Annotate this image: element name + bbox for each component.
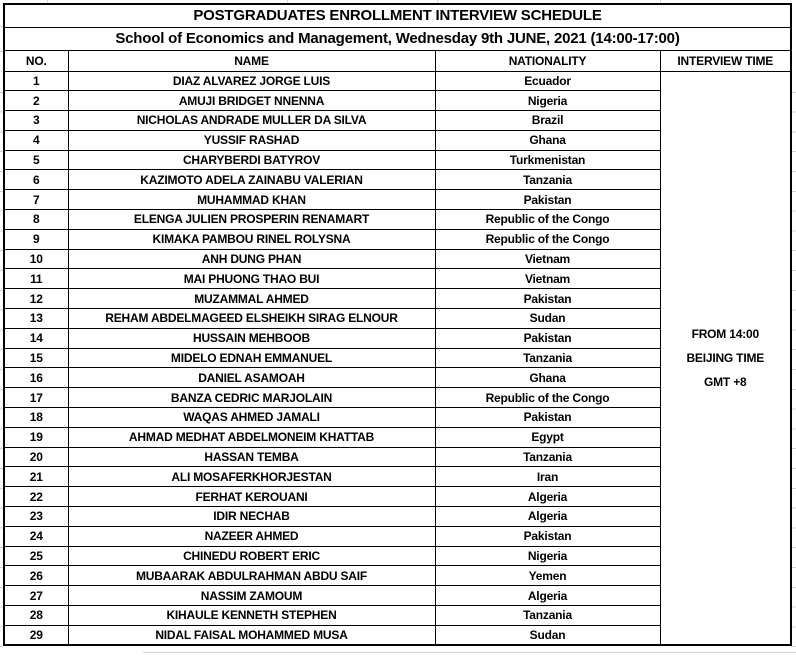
column-header-nationality[interactable]: NATIONALITY [435,50,660,71]
gridline-stub [143,652,796,653]
column-header-interview-time[interactable]: INTERVIEW TIME [660,50,791,71]
row-number-cell[interactable]: 17 [4,388,68,408]
row-name-cell[interactable]: ELENGA JULIEN PROSPERIN RENAMART [68,210,435,230]
row-name-cell[interactable]: NICHOLAS ANDRADE MULLER DA SILVA [68,111,435,131]
page-subtitle[interactable]: School of Economics and Management, Wednesday 9th JUNE, 2021 (14:00-17:00) [4,27,791,50]
row-name-cell[interactable]: HASSAN TEMBA [68,447,435,467]
row-number-cell[interactable]: 14 [4,328,68,348]
header-row [4,50,791,71]
row-nationality-cell[interactable]: Ghana [435,368,660,388]
column-header-no[interactable]: NO. [4,50,68,71]
row-name-cell[interactable]: MUZAMMAL AHMED [68,289,435,309]
row-nationality-cell[interactable]: Algeria [435,586,660,606]
row-nationality-cell[interactable]: Republic of the Congo [435,210,660,230]
row-nationality-cell[interactable]: Tanzania [435,170,660,190]
row-number-cell[interactable]: 19 [4,427,68,447]
row-nationality-cell[interactable]: Nigeria [435,546,660,566]
row-nationality-cell[interactable]: Pakistan [435,526,660,546]
row-name-cell[interactable]: IDIR NECHAB [68,507,435,527]
row-nationality-cell[interactable]: Nigeria [435,91,660,111]
row-name-cell[interactable]: AMUJI BRIDGET NNENNA [68,91,435,111]
row-nationality-cell[interactable]: Iran [435,467,660,487]
subtitle-row [4,27,791,50]
row-name-cell[interactable]: ANH DUNG PHAN [68,249,435,269]
row-nationality-cell[interactable]: Algeria [435,507,660,527]
row-nationality-cell[interactable]: Sudan [435,625,660,645]
row-name-cell[interactable]: MAI PHUONG THAO BUI [68,269,435,289]
row-name-cell[interactable]: BANZA CEDRIC MARJOLAIN [68,388,435,408]
row-name-cell[interactable]: AHMAD MEDHAT ABDELMONEIM KHATTAB [68,427,435,447]
row-number-cell[interactable]: 9 [4,229,68,249]
row-number-cell[interactable]: 10 [4,249,68,269]
row-number-cell[interactable]: 20 [4,447,68,467]
row-name-cell[interactable]: YUSSIF RASHAD [68,130,435,150]
row-name-cell[interactable]: HUSSAIN MEHBOOB [68,328,435,348]
row-nationality-cell[interactable]: Pakistan [435,289,660,309]
row-number-cell[interactable]: 16 [4,368,68,388]
row-number-cell[interactable]: 27 [4,586,68,606]
row-number-cell[interactable]: 6 [4,170,68,190]
row-name-cell[interactable]: NASSIM ZAMOUM [68,586,435,606]
row-nationality-cell[interactable]: Republic of the Congo [435,388,660,408]
row-nationality-cell[interactable]: Egypt [435,427,660,447]
row-nationality-cell[interactable]: Pakistan [435,408,660,428]
row-name-cell[interactable]: CHARYBERDI BATYROV [68,150,435,170]
row-name-cell[interactable]: FERHAT KEROUANI [68,487,435,507]
row-nationality-cell[interactable]: Yemen [435,566,660,586]
row-name-cell[interactable]: NAZEER AHMED [68,526,435,546]
row-number-cell[interactable]: 2 [4,91,68,111]
row-number-cell[interactable]: 24 [4,526,68,546]
interview-time-line: GMT +8 [704,374,747,389]
row-name-cell[interactable]: WAQAS AHMED JAMALI [68,408,435,428]
row-number-cell[interactable]: 23 [4,507,68,527]
row-nationality-cell[interactable]: Republic of the Congo [435,229,660,249]
row-nationality-cell[interactable]: Pakistan [435,190,660,210]
row-nationality-cell[interactable]: Ghana [435,130,660,150]
column-header-name[interactable]: NAME [68,50,435,71]
row-number-cell[interactable]: 25 [4,546,68,566]
row-nationality-cell[interactable]: Tanzania [435,447,660,467]
row-name-cell[interactable]: CHINEDU ROBERT ERIC [68,546,435,566]
row-nationality-cell[interactable]: Turkmenistan [435,150,660,170]
row-nationality-cell[interactable]: Sudan [435,309,660,329]
table-body [4,71,791,645]
row-number-cell[interactable]: 7 [4,190,68,210]
row-nationality-cell[interactable]: Vietnam [435,269,660,289]
row-number-cell[interactable]: 1 [4,71,68,91]
row-name-cell[interactable]: NIDAL FAISAL MOHAMMED MUSA [68,625,435,645]
row-number-cell[interactable]: 11 [4,269,68,289]
interview-time-cell[interactable] [660,71,791,645]
row-name-cell[interactable]: KIMAKA PAMBOU RINEL ROLYSNA [68,229,435,249]
row-number-cell[interactable]: 28 [4,606,68,626]
row-nationality-cell[interactable]: Algeria [435,487,660,507]
row-number-cell[interactable]: 3 [4,111,68,131]
row-name-cell[interactable]: REHAM ABDELMAGEED ELSHEIKH SIRAG ELNOUR [68,309,435,329]
row-number-cell[interactable]: 18 [4,408,68,428]
row-name-cell[interactable]: KAZIMOTO ADELA ZAINABU VALERIAN [68,170,435,190]
row-number-cell[interactable]: 8 [4,210,68,230]
row-number-cell[interactable]: 13 [4,309,68,329]
title-row [4,4,791,27]
row-name-cell[interactable]: MIDELO EDNAH EMMANUEL [68,348,435,368]
row-number-cell[interactable]: 12 [4,289,68,309]
row-name-cell[interactable]: DIAZ ALVAREZ JORGE LUIS [68,71,435,91]
row-number-cell[interactable]: 22 [4,487,68,507]
row-number-cell[interactable]: 5 [4,150,68,170]
row-number-cell[interactable]: 29 [4,625,68,645]
row-name-cell[interactable]: ALI MOSAFERKHORJESTAN [68,467,435,487]
row-name-cell[interactable]: KIHAULE KENNETH STEPHEN [68,606,435,626]
row-name-cell[interactable]: MUBAARAK ABDULRAHMAN ABDU SAIF [68,566,435,586]
interview-time-line: BEIJING TIME [686,350,765,365]
row-number-cell[interactable]: 15 [4,348,68,368]
table-row [4,71,791,91]
schedule-table [3,3,792,646]
row-name-cell[interactable]: DANIEL ASAMOAH [68,368,435,388]
row-nationality-cell[interactable]: Vietnam [435,249,660,269]
row-nationality-cell[interactable]: Pakistan [435,328,660,348]
row-number-cell[interactable]: 4 [4,130,68,150]
row-name-cell[interactable]: MUHAMMAD KHAN [68,190,435,210]
row-number-cell[interactable]: 21 [4,467,68,487]
row-nationality-cell[interactable]: Tanzania [435,606,660,626]
row-nationality-cell[interactable]: Ecuador [435,71,660,91]
row-nationality-cell[interactable]: Brazil [435,111,660,131]
row-nationality-cell[interactable]: Tanzania [435,348,660,368]
page-title[interactable]: POSTGRADUATES ENROLLMENT INTERVIEW SCHEDULE [4,4,791,27]
interview-time-line: FROM 14:00 [691,326,759,341]
row-number-cell[interactable]: 26 [4,566,68,586]
